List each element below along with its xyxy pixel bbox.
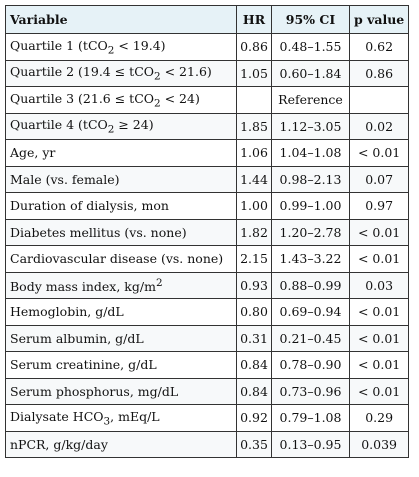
table-row	[6, 140, 409, 167]
hazard-ratio-table	[5, 5, 409, 458]
cell-ci: 1.20–2.78	[272, 219, 350, 246]
cell-variable: Male (vs. female)	[6, 166, 237, 193]
cell-variable: Serum phosphorus, mg/dL	[6, 378, 237, 405]
cell-p-value: 0.02	[350, 113, 409, 140]
subscript: 3	[103, 415, 111, 427]
table-row	[6, 378, 409, 405]
cell-hr	[237, 87, 272, 114]
cell-variable: Serum albumin, g/dL	[6, 325, 237, 352]
cell-p-value	[350, 87, 409, 114]
cell-ci: 0.98–2.13	[272, 166, 350, 193]
cell-ci: 0.69–0.94	[272, 299, 350, 326]
cell-variable: Cardiovascular disease (vs. none)	[6, 246, 237, 273]
cell-p-value: 0.039	[350, 431, 409, 458]
cell-ci: 1.12–3.05	[272, 113, 350, 140]
cell-variable: Age, yr	[6, 140, 237, 167]
subscript: 2	[107, 44, 115, 56]
cell-variable: Quartile 1 (tCO$_2$ < 19.4)	[6, 34, 237, 61]
table-row	[6, 34, 409, 61]
cell-ci: 0.73–0.96	[272, 378, 350, 405]
subscript: 2	[154, 97, 161, 109]
cell-variable: Hemoglobin, g/dL	[6, 299, 237, 326]
table-row	[6, 87, 409, 114]
cell-ci: 0.88–0.99	[272, 272, 350, 299]
table-row	[6, 272, 409, 299]
table-row	[6, 405, 409, 432]
table-body	[6, 34, 409, 458]
header-p-value: p value	[350, 6, 409, 34]
cell-p-value: < 0.01	[350, 140, 409, 167]
cell-ci: 0.79–1.08	[272, 405, 350, 432]
table-row	[6, 299, 409, 326]
table-row	[6, 431, 409, 458]
cell-hr: 1.06	[237, 140, 272, 167]
cell-variable: nPCR, g/kg/day	[6, 431, 237, 458]
cell-ci: 0.13–0.95	[272, 431, 350, 458]
table-row	[6, 113, 409, 140]
cell-variable: Body mass index, $kg/m^2$	[6, 272, 237, 299]
cell-ci: 1.04–1.08	[272, 140, 350, 167]
cell-variable: Quartile 3 (21.6 ≤ tCO$_2$ < 24)	[6, 87, 237, 114]
cell-p-value: < 0.01	[350, 325, 409, 352]
table-row	[6, 219, 409, 246]
cell-ci: 0.60–1.84	[272, 60, 350, 87]
cell-variable: Quartile 4 (tCO$_2$ ≥ 24)	[6, 113, 237, 140]
cell-variable: Duration of dialysis, mon	[6, 193, 237, 220]
cell-p-value: < 0.01	[350, 378, 409, 405]
cell-hr: 1.85	[237, 113, 272, 140]
subscript: 2	[107, 123, 115, 136]
cell-hr: 0.84	[237, 352, 272, 379]
cell-hr: 0.35	[237, 431, 272, 458]
cell-ci-reference: Reference	[272, 87, 350, 114]
cell-variable: Quartile 2 (19.4 ≤ tCO$_2$ < 21.6)	[6, 60, 237, 87]
cell-hr: 0.86	[237, 34, 272, 61]
cell-p-value: 0.07	[350, 166, 409, 193]
subscript: 2	[154, 70, 161, 83]
cell-p-value: < 0.01	[350, 246, 409, 273]
cell-ci: 0.99–1.00	[272, 193, 350, 220]
cell-hr: 0.92	[237, 405, 272, 432]
superscript: 2	[155, 276, 163, 289]
cell-ci: 0.78–0.90	[272, 352, 350, 379]
cell-p-value: < 0.01	[350, 219, 409, 246]
header-hr: HR	[237, 6, 272, 34]
cell-p-value: 0.03	[350, 272, 409, 299]
table-header-row	[6, 6, 409, 34]
cell-ci: 0.21–0.45	[272, 325, 350, 352]
table-row	[6, 193, 409, 220]
cell-hr: 1.05	[237, 60, 272, 87]
table-row	[6, 60, 409, 87]
cell-p-value: < 0.01	[350, 352, 409, 379]
table-row	[6, 325, 409, 352]
cell-p-value: 0.97	[350, 193, 409, 220]
cell-hr: 1.00	[237, 193, 272, 220]
header-variable: Variable	[6, 6, 237, 34]
table-row	[6, 246, 409, 273]
cell-ci: 0.48–1.55	[272, 34, 350, 61]
cell-hr: 1.44	[237, 166, 272, 193]
cell-hr: 0.93	[237, 272, 272, 299]
table-row	[6, 352, 409, 379]
cell-p-value: 0.29	[350, 405, 409, 432]
cell-hr: 2.15	[237, 246, 272, 273]
cell-hr: 0.84	[237, 378, 272, 405]
hazard-ratio-table-container	[5, 5, 409, 458]
cell-variable: Dialysate $HCO_3$, mEq/L	[6, 405, 237, 432]
cell-variable: Diabetes mellitus (vs. none)	[6, 219, 237, 246]
table-row	[6, 166, 409, 193]
cell-p-value: 0.86	[350, 60, 409, 87]
cell-p-value: < 0.01	[350, 299, 409, 326]
cell-variable: Serum creatinine, g/dL	[6, 352, 237, 379]
cell-hr: 0.31	[237, 325, 272, 352]
header-ci: 95% CI	[272, 6, 350, 34]
cell-hr: 1.82	[237, 219, 272, 246]
cell-hr: 0.80	[237, 299, 272, 326]
cell-p-value: 0.62	[350, 34, 409, 61]
cell-ci: 1.43–3.22	[272, 246, 350, 273]
